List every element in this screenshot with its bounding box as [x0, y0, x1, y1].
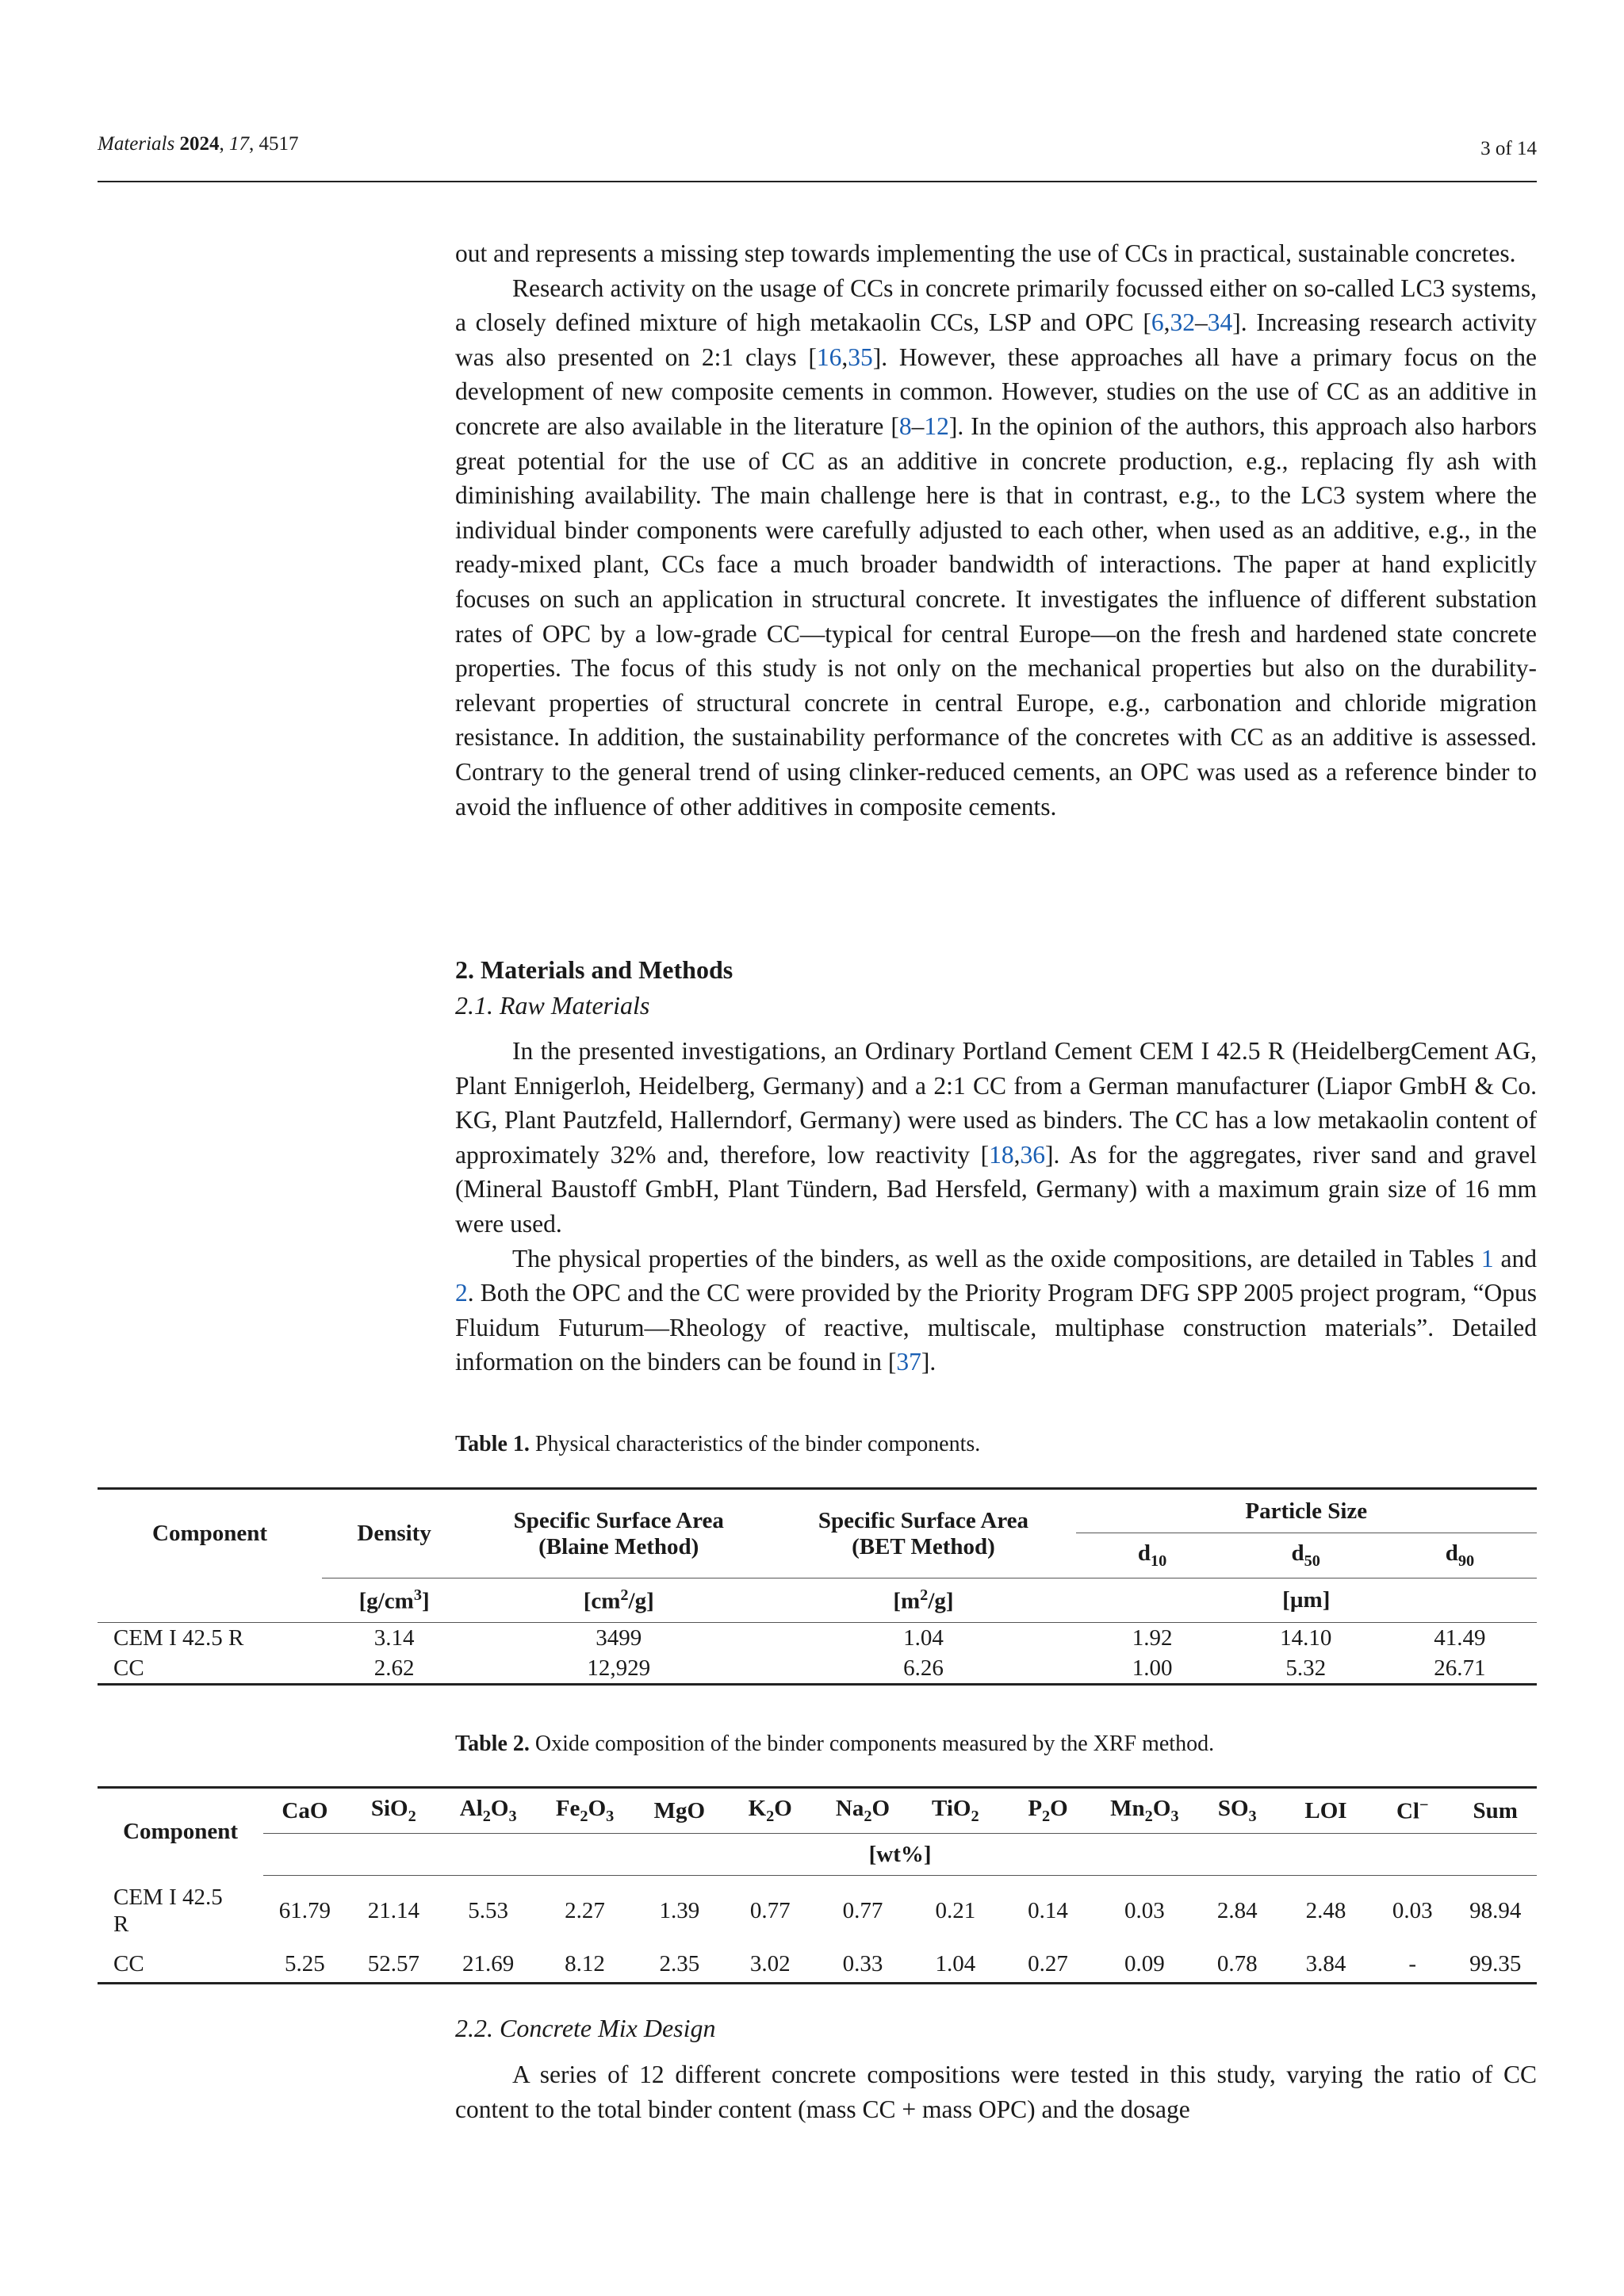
table1-cell-density: 3.14 — [373, 1624, 415, 1651]
table2-header-mgo: MgO — [634, 1788, 725, 1834]
citation-link[interactable]: 36 — [1020, 1140, 1046, 1169]
table2-cell-value: 0.27 — [1028, 1950, 1068, 1976]
table1-caption: Table 1. Physical characteristics of the binder components. — [455, 1432, 981, 1456]
mix-design-paragraph: A series of 12 different concrete compositions were tested in this study, varying the ratio of CC content to the total binder content (mass CC + mass OPC) and the dosage — [455, 2061, 1537, 2123]
table-link[interactable]: 1 — [1480, 1244, 1494, 1272]
table2-cell-value: 0.14 — [1028, 1897, 1068, 1923]
table2-header-na2o: $Na_2O$ — [815, 1788, 910, 1834]
table-oxide-composition — [98, 1786, 1537, 1984]
table2-cell-value: 99.35 — [1469, 1950, 1522, 1976]
table2-header-component: Component — [123, 1819, 239, 1845]
table1-unit-density: $[g/cm^3]$ — [322, 1578, 466, 1623]
table1-cell-blaine: 3499 — [596, 1624, 642, 1651]
table2-cell-value: 2.27 — [565, 1897, 605, 1923]
table2-header-loi: LOI — [1281, 1788, 1371, 1834]
table2-cell-component: CEM I 42.5 R — [113, 1884, 223, 1937]
table2-cell-value: 21.69 — [462, 1950, 515, 1976]
table2-cell-component: CC — [113, 1950, 144, 1976]
journal-article: , 4517 — [248, 133, 299, 155]
subsection-title: 2.2. Concrete Mix Design — [455, 2014, 716, 2042]
raw-materials-text — [455, 1034, 1537, 1380]
table2-cell-value: - — [1408, 1950, 1417, 1976]
table2-cell-value: 3.84 — [1305, 1950, 1346, 1976]
page-number: 3 of 14 — [1480, 138, 1537, 159]
table2-cell-value: 5.25 — [285, 1950, 325, 1976]
table2-cell-value: 1.04 — [935, 1950, 976, 1976]
table1-header-d50: $d_{50}$ — [1291, 1540, 1320, 1570]
header-rule — [98, 181, 1537, 182]
table2-header-sum: Sum — [1454, 1788, 1537, 1834]
table1-unit-empty — [98, 1578, 322, 1623]
table2-cell-value: 0.03 — [1124, 1897, 1165, 1923]
table1-cell-d10: 1.00 — [1132, 1655, 1173, 1681]
table2-header-so3: $SO_3$ — [1194, 1788, 1281, 1834]
table1-unit-psize: [µm] — [1076, 1578, 1537, 1623]
table2-header-unit: [wt%] — [263, 1834, 1537, 1876]
table2-cell-value: 0.78 — [1216, 1950, 1258, 1976]
table1-cell-d50: 14.10 — [1280, 1624, 1332, 1651]
citation-link[interactable]: 35 — [848, 342, 873, 371]
table-row — [98, 1946, 1537, 1984]
table1-header-d90: $d_{90}$ — [1445, 1540, 1475, 1570]
table-link[interactable]: 2 — [455, 1279, 468, 1307]
journal-citation: Materials 2024, 17, 4517 — [98, 133, 299, 155]
intro-text — [455, 236, 1537, 824]
table1-cell-blaine: 12,929 — [587, 1655, 651, 1681]
citation-link[interactable]: 37 — [896, 1348, 921, 1376]
citation-link[interactable]: 6 — [1151, 308, 1164, 337]
table2-cell-value: 52.57 — [367, 1950, 419, 1976]
citation-link[interactable]: 32 — [1170, 308, 1196, 337]
citation-link[interactable]: 8 — [898, 411, 912, 440]
mix-design-text — [455, 2057, 1537, 2126]
table2-cell-value: 0.33 — [842, 1950, 883, 1976]
intro-paragraph-2: Research activity on the usage of CCs in concrete primarily focussed either on so-called LC3 systems, a closely defined mixture of high metakaolin CCs, LSP and OPC [6,32–34]. Increasing research activity was also presented on 2:1 clays [16,35]. However, these approaches all have a primary focus on the development of new composite cements in common. However, studies on the use of CC as an additive in concrete are also available in the literature [8–12]. In the opinion of the authors, this approach also harbors great potential for the use of CC as an additive in concrete production, e.g., replacing fly ash with diminishing availability. The main challenge here is that in contrast, e.g., to the LC3 system where the individual binder components were carefully adjusted to each other, when used as an additive, e.g., in the ready-mixed plant, CCs face a much broader bandwidth of interactions. The paper at hand explicitly focuses on such an application in structural concrete. It investigates the influence of different substation rates of OPC by a low-grade CC—typical for central Europe—on the fresh and hardened state concrete properties. The focus of this study is not only on the mechanical properties but also on the durability-relevant properties of structural concrete in central Europe, e.g., carbonation and chloride migration resistance. In addition, the sustainability performance of the concretes with CC as an additive is assessed. Contrary to the general trend of using clinker-reduced cements, an OPC was used as a reference binder to avoid the influence of other additives in composite cements. — [455, 274, 1537, 821]
table1-cell-density: 2.62 — [373, 1655, 415, 1681]
table2-cell-value: 0.77 — [842, 1897, 883, 1923]
table-row — [98, 1876, 1537, 1946]
table-physical-characteristics — [98, 1487, 1537, 1686]
page-header — [98, 133, 1537, 181]
table1-units-row — [98, 1578, 1537, 1623]
table2-cell-value: 1.39 — [659, 1897, 700, 1923]
table1-cell-d90: 26.71 — [1434, 1655, 1486, 1681]
table2-cell-value: 3.02 — [749, 1950, 791, 1976]
table1-header-particle-size: Particle Size — [1076, 1489, 1537, 1533]
table2-header-cao: CaO — [263, 1788, 347, 1834]
table2-cell-value: 0.09 — [1124, 1950, 1165, 1976]
table2-cell-value: 61.79 — [278, 1897, 331, 1923]
table1-cell-d50: 5.32 — [1285, 1655, 1327, 1681]
table-row — [98, 1623, 1537, 1654]
table2-cell-value: 8.12 — [565, 1950, 605, 1976]
table1-header-ssa-blaine: Specific Surface Area (Blaine Method) — [513, 1507, 724, 1559]
table1-unit-blaine: $[cm^2/g]$ — [466, 1578, 771, 1623]
table2-cell-value: 0.03 — [1392, 1897, 1433, 1923]
table1-header-ssa-bet: Specific Surface Area (BET Method) — [818, 1507, 1029, 1559]
citation-link[interactable]: 18 — [989, 1140, 1014, 1169]
table2-header-k2o: $K_2O$ — [725, 1788, 815, 1834]
table1-cell-component: CC — [113, 1655, 144, 1681]
table-row — [98, 1653, 1537, 1685]
table2-cell-value: 2.48 — [1305, 1897, 1346, 1923]
journal-volume: 17 — [228, 133, 249, 155]
table2-cell-value: 2.84 — [1216, 1897, 1258, 1923]
table1-header-density: Density — [357, 1521, 431, 1546]
table2-header-p2o: $P_2O$ — [1001, 1788, 1095, 1834]
section-title: 2. Materials and Methods — [455, 955, 733, 984]
table1-unit-bet: $[m^2/g]$ — [771, 1578, 1075, 1623]
table1-header-component: Component — [152, 1521, 268, 1547]
table2-cell-value: 21.14 — [367, 1897, 419, 1923]
citation-link[interactable]: 34 — [1207, 308, 1233, 337]
citation-link[interactable]: 16 — [816, 342, 842, 371]
table2-header-tio2: TiO$_2$ — [910, 1788, 1001, 1834]
table1-cell-d90: 41.49 — [1434, 1624, 1486, 1651]
table2-cell-value: 98.94 — [1469, 1897, 1522, 1923]
table2-cell-value: 0.77 — [749, 1897, 791, 1923]
journal-name: Materials — [98, 133, 175, 155]
table2-caption: Table 2. Oxide composition of the binder components measured by the XRF method. — [455, 1732, 1215, 1756]
intro-paragraph-1: out and represents a missing step towards implementing the use of CCs in practical, sustainable concretes. — [455, 239, 1516, 267]
table2-cell-value: 0.21 — [935, 1897, 976, 1923]
raw-materials-paragraph-1: In the presented investigations, an Ordinary Portland Cement CEM I 42.5 R (HeidelbergCement AG, Plant Ennigerloh, Heidelberg, Germany) and a 2:1 CC from a German manufacturer (Liapor GmbH & Co. KG, Plant Pautzfeld, Hallerndorf, Germany) were used as binders. The CC has a low metakaolin content of approximately 32% and, therefore, low reactivity [18,36]. As for the aggregates, river sand and gravel (Mineral Baustoff GmbH, Plant Tündern, Bad Hersfeld, Germany) with a maximum grain size of 16 mm were used. — [455, 1037, 1537, 1238]
table2-header-sio2: SiO$_2$ — [347, 1788, 441, 1834]
table2-cell-value: 5.53 — [468, 1897, 509, 1923]
table1-cell-bet: 6.26 — [903, 1655, 944, 1681]
subsection-title: 2.1. Raw Materials — [455, 991, 650, 1020]
table2-header-fe2o3: $Fe_2O_3$ — [535, 1788, 634, 1834]
citation-link[interactable]: 12 — [924, 411, 949, 440]
table2-header-al2o3: $Al_2O_3$ — [441, 1788, 535, 1834]
table2-header-cl: Cl− — [1371, 1788, 1454, 1834]
table1-header-d10: $d_{10}$ — [1137, 1540, 1167, 1570]
table1-cell-d10: 1.92 — [1132, 1624, 1173, 1651]
journal-year: 2024 — [179, 133, 220, 155]
table1-cell-component: CEM I 42.5 R — [113, 1624, 244, 1651]
table1-cell-bet: 1.04 — [903, 1624, 944, 1651]
raw-materials-paragraph-2: The physical properties of the binders, as well as the oxide compositions, are detailed in Tables 1 and 2. Both the OPC and the CC were provided by the Priority Program DFG SPP 2005 project program, “Opus Fluidum Futurum—Rheology of reactive, multiscale, multiphase construction materials”. Detailed information on the binders can be found in [37]. — [455, 1244, 1537, 1376]
table2-cell-value: 2.35 — [659, 1950, 700, 1976]
table2-header-mn2o3: $Mn_2O_3$ — [1095, 1788, 1194, 1834]
